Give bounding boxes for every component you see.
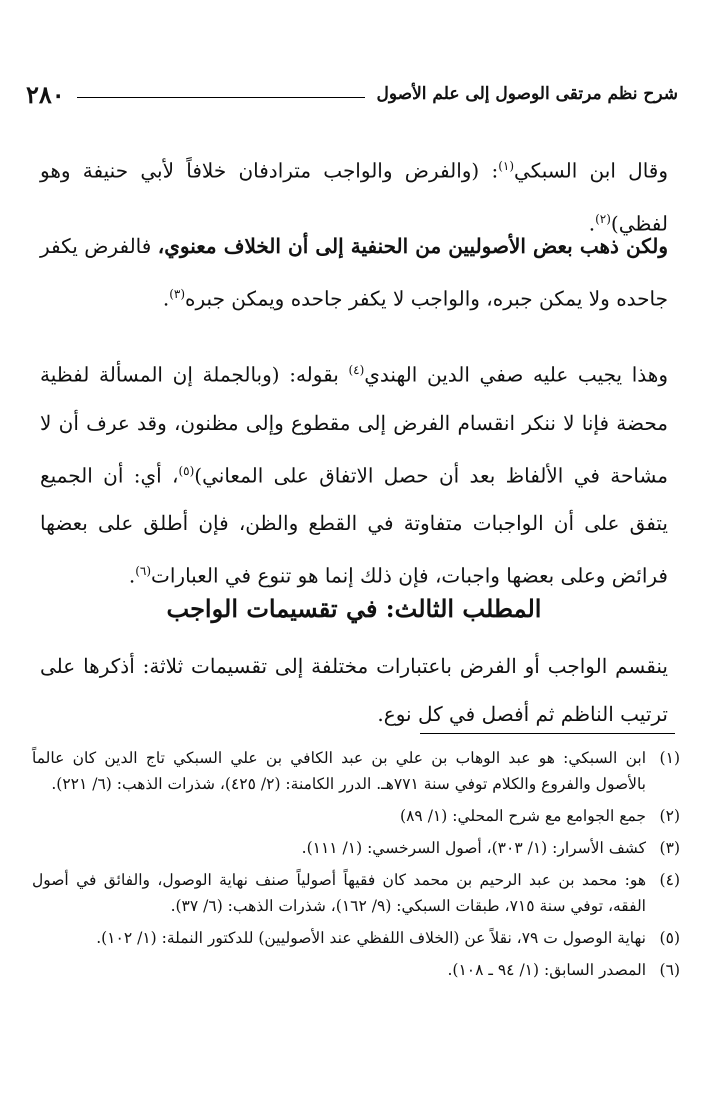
footnote-item [32, 745, 680, 797]
footnote-number: (٣) [659, 839, 680, 857]
footnote-ref-3: (٣) [169, 287, 186, 301]
paragraph-3-text-b: بقوله: (وبالجملة إن المسألة لفظية محضة فإنا لا ننكر انقسام الفرض إلى مقطوع وإلى مظنون، وقد عرف أن لا مشاحة في الألفاظ بعد أن حصل الاتفاق على المعاني) [40, 362, 669, 488]
paragraph-1-end: . [588, 211, 596, 236]
footnote-item [32, 835, 680, 861]
footnote-item [32, 925, 680, 951]
footnote-text: كشف الأسرار: (١/ ٣٠٣)، أصول السرخسي: (١/ ١١١). [301, 839, 646, 857]
footnotes [32, 745, 680, 989]
paragraph-4 [40, 642, 668, 738]
footnote-text: ابن السبكي: هو عبد الوهاب بن علي بن عبد الكافي بن علي السبكي تاج الدين كان عالماً بالأصول والفروع والكلام توفي سنة ٧٧١هـ. الدرر الكامنة: (٢/ ٤٢٥)، شذرات الذهب: (٦/ ٢٢١). [32, 749, 646, 793]
footnote-ref-4: (٤) [348, 363, 365, 377]
paragraph-2-end: . [162, 286, 170, 311]
footnote-item [32, 867, 680, 919]
paragraph-3-text-a: وهذا يجيب عليه صفي الدين الهندي [364, 362, 668, 387]
paragraph-1-text-b: : (والفرض والواجب مترادفان خلافاً لأبي حنيفة وهو لفظي) [40, 158, 668, 236]
footnote-number: (٤) [659, 871, 680, 889]
section-title: المطلب الثالث: في تقسيمات الواجب [166, 594, 542, 623]
footnote-separator [420, 733, 675, 734]
page-header [26, 74, 678, 114]
header-rule [77, 97, 365, 98]
footnote-text: نهاية الوصول ت ٧٩، نقلاً عن (الخلاف اللفظي عند الأصوليين) للدكتور النملة: (١/ ١٠٢). [96, 929, 646, 947]
paragraph-3 [40, 346, 668, 600]
paragraph-2-bold: ولكن ذهب بعض الأصوليين من الحنفية إلى أن الخلاف معنوي، [157, 234, 669, 258]
footnote-item [32, 957, 680, 983]
running-title: شرح نظم مرتقى الوصول إلى علم الأصول [376, 84, 678, 104]
footnote-text: المصدر السابق: (١/ ٩٤ ـ ١٠٨). [447, 961, 646, 979]
footnote-item [32, 803, 680, 829]
paragraph-1-text-a: وقال ابن السبكي [514, 158, 669, 183]
page-number: ٢٨٠ [26, 79, 65, 109]
footnote-ref-2: (٢) [595, 211, 611, 226]
footnote-number: (٦) [659, 961, 680, 979]
footnote-number: (١) [659, 749, 680, 767]
paragraph-3-end: . [128, 563, 136, 588]
footnote-text: هو: محمد بن عبد الرحيم بن محمد كان فقيهاً أصولياً صنف نهاية الوصول، والفائق في أصول الفقه، توفي سنة ٧١٥، طبقات السبكي: (٩/ ١٦٢)، شذرات الذهب: (٦/ ٣٧). [32, 871, 646, 915]
paragraph-4-text: ينقسم الواجب أو الفرض باعتبارات مختلفة إلى تقسيمات ثلاثة: أذكرها على ترتيب الناظم ثم أفصل في كل نوع. [40, 654, 668, 726]
paragraph-3-text-c: ، أي: أن الجميع يتفق على أن الواجبات متفاوتة في القطع والظن، فإن أطلق على بعضها فرائض وعلى بعضها واجبات، فإن ذلك إنما هو تنوع في العبارات [40, 463, 668, 588]
footnote-ref-6: (٦) [135, 564, 152, 579]
footnote-ref-5: (٥) [178, 463, 195, 478]
footnote-number: (٥) [659, 929, 680, 947]
footnote-ref-1: (١) [498, 159, 515, 173]
footnote-text: جمع الجوامع مع شرح المحلي: (١/ ٨٩) [400, 807, 646, 825]
footnote-number: (٢) [659, 807, 680, 825]
paragraph-2 [40, 222, 668, 323]
paragraph-2-text: فالفرض يكفر جاحده ولا يمكن جبره، والواجب لا يكفر جاحده ويمكن جبره [40, 234, 668, 311]
